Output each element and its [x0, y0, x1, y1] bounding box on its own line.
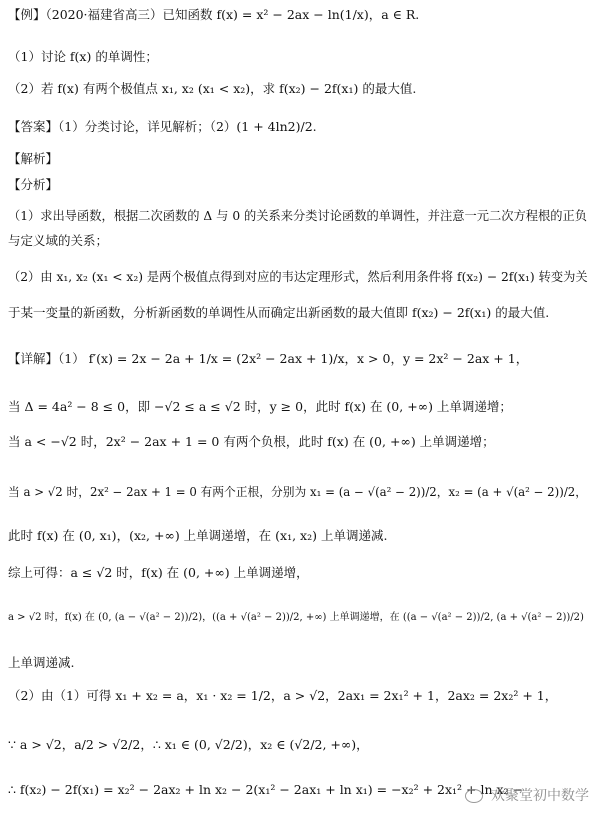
analysis-paragraph-1: （1）求出导函数，根据二次函数的 Δ 与 0 的关系来分类讨论函数的单调性，并注意一元二次方程根的正负: [8, 209, 588, 223]
analysis-paragraph-2: （2）由 x₁, x₂ (x₁ < x₂) 是两个极值点得到对应的韦达定理形式，然后利用条件将 f(x₂) − 2f(x₁) 转变为关: [8, 270, 588, 284]
detail-line-5: 此时 f(x) 在 (0, x₁)，(x₂, +∞) 上单调递增，在 (x₁, x₂) 上单调递减.: [8, 528, 388, 543]
summary-line-3: 上单调递减.: [8, 655, 75, 670]
example-title: 【例】（2020·福建省高三）已知函数 f(x) = x² − 2ax − ln(1/x)，a ∈ R.: [8, 7, 420, 22]
watermark: [465, 785, 589, 805]
detail-line-2: 当 Δ = 4a² − 8 ≤ 0，即 −√2 ≤ a ≤ √2 时，y ≥ 0，此时 f(x) 在 (0, +∞) 上单调递增；: [8, 399, 512, 414]
analysis-paragraph-2-cont: 于某一变量的新函数，分析新函数的单调性从而确定出新函数的最大值即 f(x₂) − 2f(x₁) 的最大值.: [8, 305, 550, 320]
watermark-text: 欢聚堂初中数学: [491, 788, 589, 804]
question-2: （2）若 f(x) 有两个极值点 x₁, x₂ (x₁ < x₂)，求 f(x₂) − 2f(x₁) 的最大值.: [8, 81, 417, 96]
part2-line-1: （2）由（1）可得 x₁ + x₂ = a，x₁ · x₂ = 1/2，a > √2，2ax₁ = 2x₁² + 1，2ax₂ = 2x₂² + 1，: [8, 688, 558, 703]
part2-line-3: ∴ f(x₂) − 2f(x₁) = x₂² − 2ax₂ + ln x₂ − 2(x₁² − 2ax₁ + ln x₁) = −x₂² + 2x₁² + ln x₂ −: [8, 782, 524, 797]
detail-line-3: 当 a < −√2 时，2x² − 2ax + 1 = 0 有两个负根，此时 f(x) 在 (0, +∞) 上单调递增；: [8, 434, 495, 449]
analysis-heading: 【解析】: [8, 151, 59, 166]
answer-line: 【答案】（1）分类讨论，详见解析；（2）(1 + 4ln2)/2.: [8, 119, 317, 134]
analysis-subheading: 【分析】: [8, 177, 59, 192]
summary-line-1: 综上可得：a ≤ √2 时，f(x) 在 (0, +∞) 上单调递增，: [8, 565, 309, 580]
analysis-paragraph-1-cont: 与定义域的关系；: [8, 233, 109, 248]
summary-line-2: a > √2 时，f(x) 在 (0, (a − √(a² − 2))/2)，((a + √(a² − 2))/2, +∞) 上单调递增，在 ((a − √(a² − 2))/2, (a + √(a² − 2))/2): [8, 612, 584, 623]
question-1: （1）讨论 f(x) 的单调性；: [8, 49, 158, 64]
detail-line-1: 【详解】（1） f′(x) = 2x − 2a + 1/x = (2x² − 2ax + 1)/x，x > 0，y = 2x² − 2ax + 1，: [8, 351, 529, 366]
wechat-icon: [465, 789, 483, 803]
part2-line-2: ∵ a > √2，a/2 > √2/2，∴ x₁ ∈ (0, √2/2)，x₂ ∈ (√2/2, +∞)，: [8, 737, 369, 752]
detail-line-4: 当 a > √2 时，2x² − 2ax + 1 = 0 有两个正根，分别为 x₁ = (a − √(a² − 2))/2，x₂ = (a + √(a² − 2))/2，: [8, 485, 588, 499]
